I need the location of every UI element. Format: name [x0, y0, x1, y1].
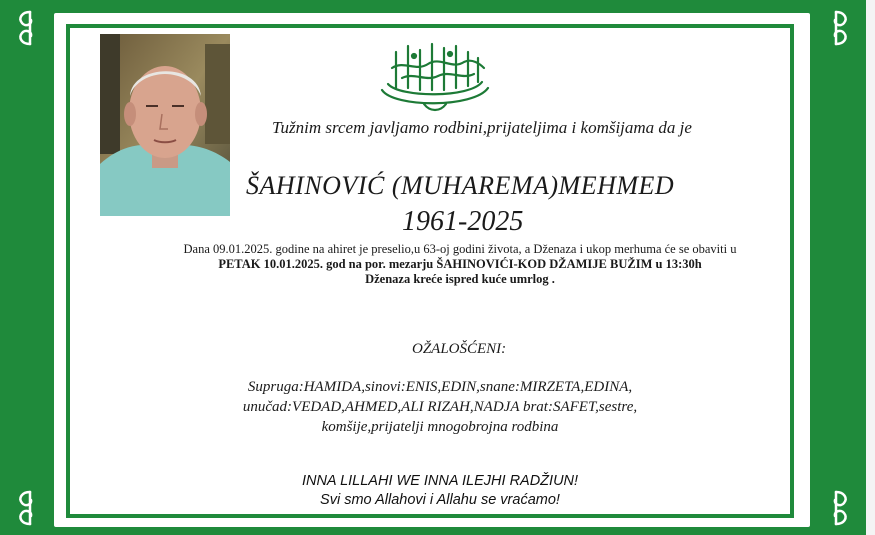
intro-text: Tužnim srcem javljamo rodbini,prijateljima i komšijama da je — [272, 118, 692, 137]
family-line-3: komšije,prijatelji mnogobrojna rodbina — [321, 419, 559, 435]
deceased-photo — [100, 34, 230, 216]
arabic-calligraphy-icon — [374, 38, 496, 118]
funeral-details — [140, 242, 780, 287]
details-line-2: PETAK 10.01.2025. god na por. mezarju ŠAHINOVIĆI-KOD DŽAMIJE BUŽIM u 13:30h — [218, 257, 702, 271]
corner-swirl-ornament-icon — [816, 8, 856, 48]
prayer-line-2: Svi smo Allahovi i Allahu se vraćamo! — [320, 492, 560, 508]
page-edge — [866, 0, 875, 535]
details-line-3: Dženaza kreće ispred kuće umrlog . — [365, 272, 555, 286]
family-line-1: Supruga:HAMIDA,sinovi:ENIS,EDIN,snane:MIRZETA,EDINA, — [247, 379, 633, 395]
mourners-heading: OŽALOŠĆENI: — [412, 341, 507, 357]
prayer-text — [240, 472, 640, 510]
family-list — [210, 377, 670, 437]
corner-swirl-ornament-icon — [10, 488, 50, 528]
corner-swirl-ornament-icon — [816, 488, 856, 528]
family-line-2: unučad:VEDAD,AHMED,ALI RIZAH,NADJA brat:SAFET,sestre, — [242, 399, 638, 415]
deceased-name: ŠAHINOVIĆ (MUHAREMA)MEHMED — [246, 171, 675, 200]
prayer-line-1: INNA LILLAHI WE INNA ILEJHI RADŽIUN! — [301, 473, 579, 489]
corner-swirl-ornament-icon — [10, 8, 50, 48]
life-years: 1961-2025 — [402, 206, 524, 237]
details-line-1: Dana 09.01.2025. godine na ahiret je preselio,u 63-oj godini života, a Dženaza i ukop merhuma će se obaviti u — [183, 242, 737, 256]
